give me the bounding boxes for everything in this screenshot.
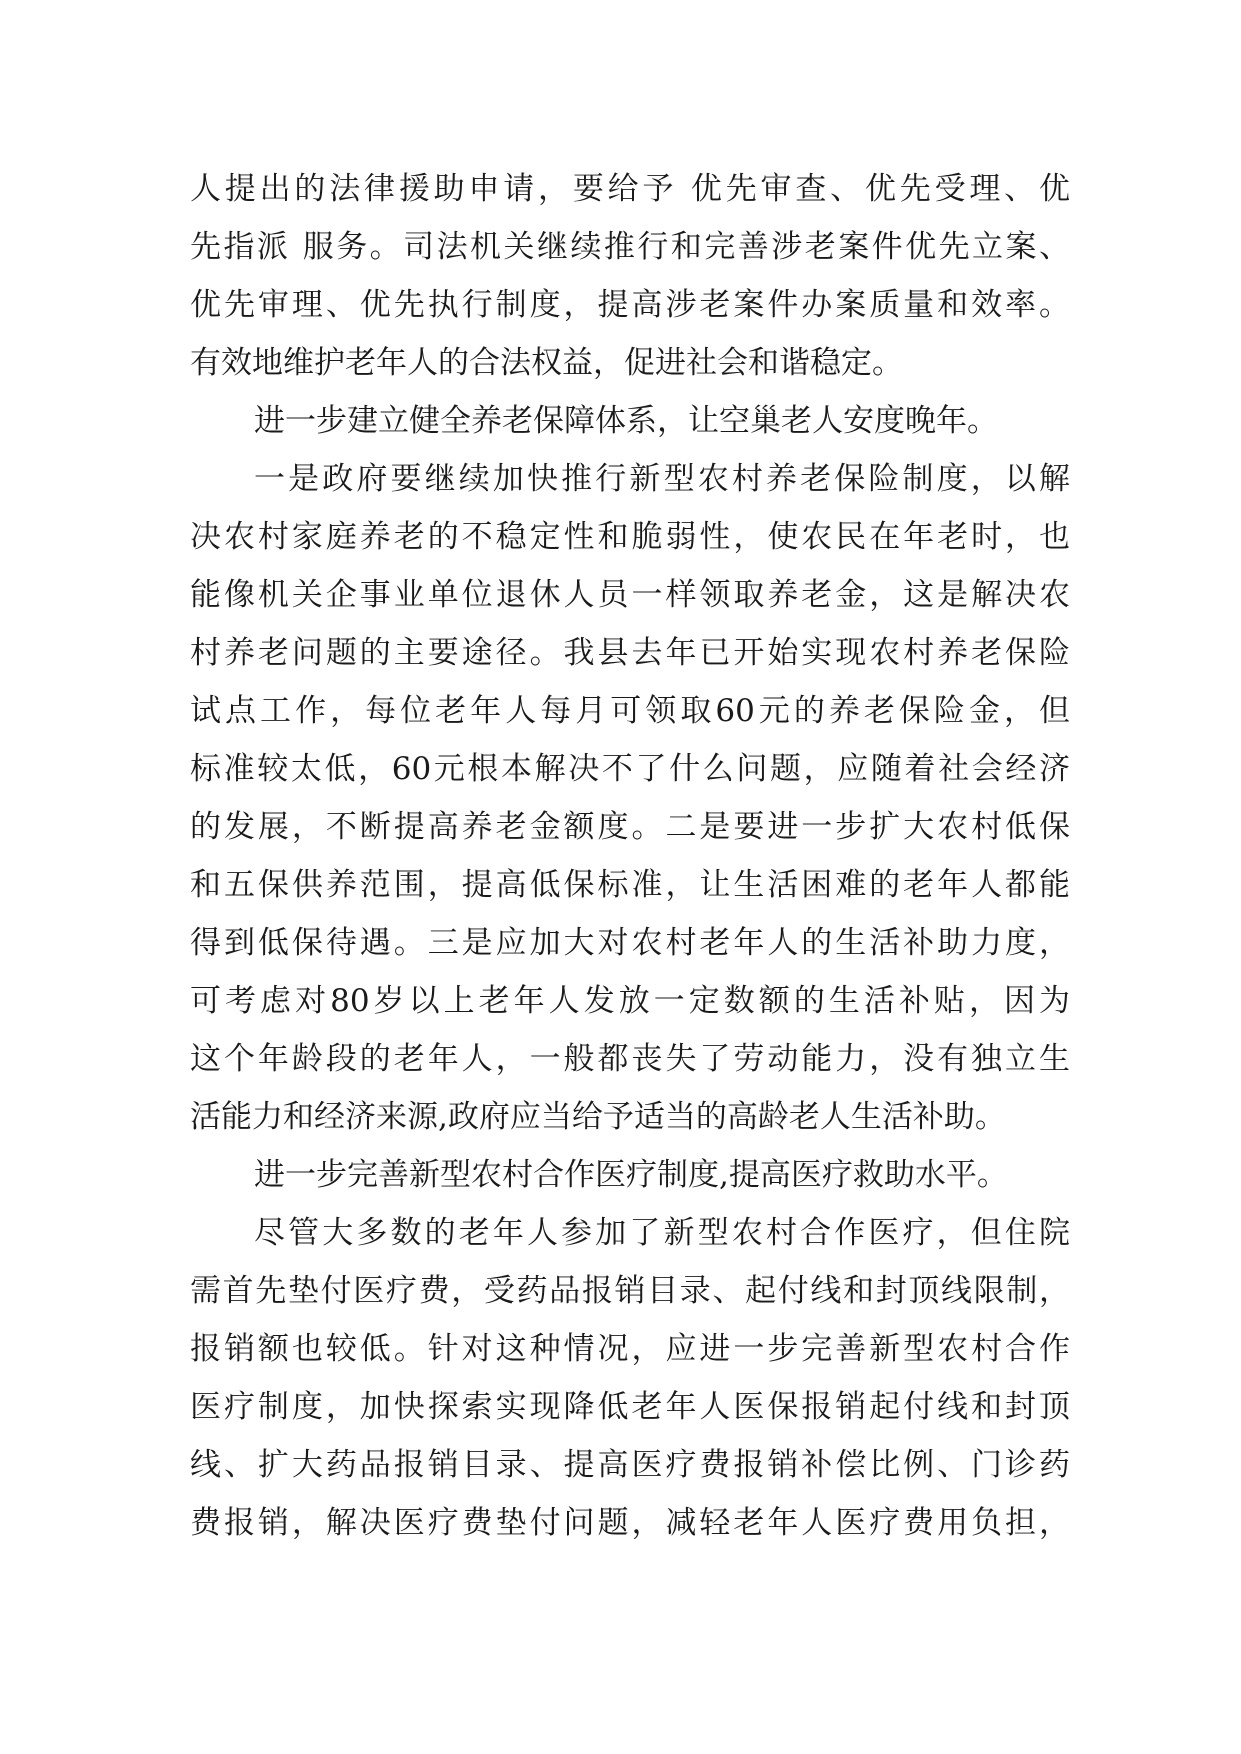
text-line: 标准较太低，60元根本解决不了什么问题，应随着社会经济 <box>190 751 1070 787</box>
text-line: 优先审理、优先执行制度，提高涉老案件办案质量和效率。 <box>190 287 1070 323</box>
text-line: 进一步完善新型农村合作医疗制度,提高医疗救助水平。 <box>254 1157 1008 1193</box>
text-line: 能像机关企事业单位退休人员一样领取养老金，这是解决农 <box>190 577 1070 613</box>
text-line: 医疗制度，加快探索实现降低老年人医保报销起付线和封顶 <box>190 1389 1070 1425</box>
text-line: 有效地维护老年人的合法权益，促进社会和谐稳定。 <box>190 345 903 381</box>
text-line: 报销额也较低。针对这种情况，应进一步完善新型农村合作 <box>190 1331 1070 1367</box>
text-line: 一是政府要继续加快推行新型农村养老保险制度，以解 <box>254 461 1070 497</box>
text-line: 费报销，解决医疗费垫付问题，减轻老年人医疗费用负担， <box>190 1505 1070 1541</box>
text-line: 活能力和经济来源,政府应当给予适当的高龄老人生活补助。 <box>190 1099 1006 1135</box>
text-line: 先指派 服务。司法机关继续推行和完善涉老案件优先立案、 <box>190 229 1070 265</box>
text-line: 人提出的法律援助申请，要给予 优先审查、优先受理、优 <box>190 171 1070 207</box>
text-line: 这个年龄段的老年人，一般都丧失了劳动能力，没有独立生 <box>190 1041 1070 1077</box>
text-line: 试点工作，每位老年人每月可领取60元的养老保险金，但 <box>190 693 1070 729</box>
text-line: 进一步建立健全养老保障体系，让空巢老人安度晚年。 <box>254 403 998 439</box>
text-line: 线、扩大药品报销目录、提高医疗费报销补偿比例、门诊药 <box>190 1447 1070 1483</box>
text-line: 得到低保待遇。三是应加大对农村老年人的生活补助力度， <box>190 925 1070 961</box>
text-line: 可考虑对80岁以上老年人发放一定数额的生活补贴，因为 <box>190 983 1070 1019</box>
text-line: 和五保供养范围，提高低保标准，让生活困难的老年人都能 <box>190 867 1070 903</box>
text-line: 村养老问题的主要途径。我县去年已开始实现农村养老保险 <box>190 635 1070 671</box>
text-line: 的发展，不断提高养老金额度。二是要进一步扩大农村低保 <box>190 809 1070 845</box>
text-line: 尽管大多数的老年人参加了新型农村合作医疗，但住院 <box>254 1215 1070 1251</box>
text-line: 需首先垫付医疗费，受药品报销目录、起付线和封顶线限制， <box>190 1273 1070 1309</box>
text-line: 决农村家庭养老的不稳定性和脆弱性，使农民在年老时，也 <box>190 519 1070 555</box>
document-body <box>190 160 1070 1552</box>
